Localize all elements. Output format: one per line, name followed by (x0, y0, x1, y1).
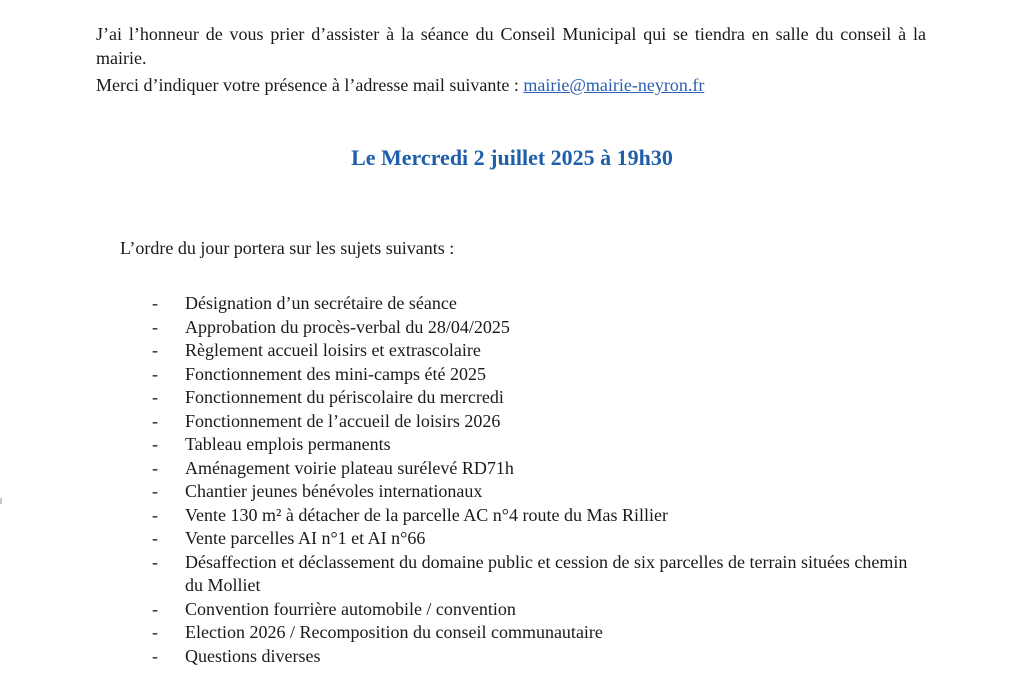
agenda-item (150, 386, 910, 410)
agenda-bullet: - (152, 528, 158, 548)
agenda-list (150, 292, 910, 668)
agenda-bullet: - (152, 410, 158, 431)
intro-text: J’ai l’honneur de vous prier d’assister à la séance du Conseil Municipal qui se tiendra en salle du conseil à la mairie. (96, 24, 926, 68)
agenda-item (150, 551, 910, 598)
agenda-item (150, 339, 910, 363)
intro-paragraph (96, 22, 926, 70)
agenda-bullet: - (152, 645, 158, 666)
scan-mark (0, 498, 2, 504)
agenda-item-text: Aménagement voirie plateau surélevé RD71h (185, 457, 514, 478)
agenda-item-text: Vente 130 m² à détacher de la parcelle AC n°4 route du Mas Rillier (185, 504, 668, 525)
agenda-intro: L’ordre du jour portera sur les sujets suivants : (120, 238, 455, 258)
agenda-item (150, 316, 910, 340)
agenda-bullet: - (152, 434, 158, 454)
agenda-item-text: Convention fourrière automobile / convention (185, 598, 516, 619)
agenda-bullet: - (152, 481, 158, 501)
agenda-item-text: Fonctionnement des mini-camps été 2025 (185, 363, 486, 384)
agenda-item-text: Vente parcelles AI n°1 et AI n°66 (185, 528, 426, 548)
agenda-bullet: - (152, 551, 158, 572)
agenda-item (150, 527, 910, 551)
email-line (96, 73, 704, 97)
agenda-bullet: - (152, 598, 158, 619)
agenda-bullet: - (152, 316, 158, 337)
agenda-item (150, 504, 910, 528)
agenda-bullet: - (152, 293, 158, 313)
agenda-item (150, 598, 910, 622)
agenda-item (150, 645, 910, 669)
agenda-item-text: Questions diverses (185, 645, 321, 666)
agenda-bullet: - (152, 504, 158, 525)
agenda-item-text: Election 2026 / Recomposition du conseil communautaire (185, 622, 603, 642)
agenda-bullet: - (152, 387, 158, 407)
agenda-bullet: - (152, 340, 158, 360)
agenda-item (150, 621, 910, 645)
agenda-item-text: Fonctionnement du périscolaire du mercredi (185, 387, 504, 407)
email-prompt: Merci d’indiquer votre présence à l’adresse mail suivante : (96, 75, 524, 95)
agenda-item-text: Tableau emplois permanents (185, 434, 391, 454)
agenda-bullet: - (152, 622, 158, 642)
agenda-item (150, 292, 910, 316)
agenda-item (150, 480, 910, 504)
agenda-item-text: Approbation du procès-verbal du 28/04/2025 (185, 316, 510, 337)
agenda-item-text: Fonctionnement de l’accueil de loisirs 2026 (185, 410, 501, 431)
email-link[interactable]: mairie@mairie-neyron.fr (523, 75, 705, 95)
agenda-item-text: Désaffection et déclassement du domaine public et cession de six parcelles de terrain situées chemin du Molliet (185, 551, 908, 595)
agenda-bullet: - (152, 457, 158, 478)
agenda-item (150, 363, 910, 387)
agenda-item-text: Chantier jeunes bénévoles internationaux (185, 481, 483, 501)
agenda-item (150, 433, 910, 457)
meeting-date-heading: Le Mercredi 2 juillet 2025 à 19h30 (351, 145, 673, 170)
agenda-item (150, 410, 910, 434)
agenda-item (150, 457, 910, 481)
agenda-item-text: Règlement accueil loisirs et extrascolaire (185, 340, 481, 360)
agenda-item-text: Désignation d’un secrétaire de séance (185, 293, 457, 313)
agenda-bullet: - (152, 363, 158, 384)
